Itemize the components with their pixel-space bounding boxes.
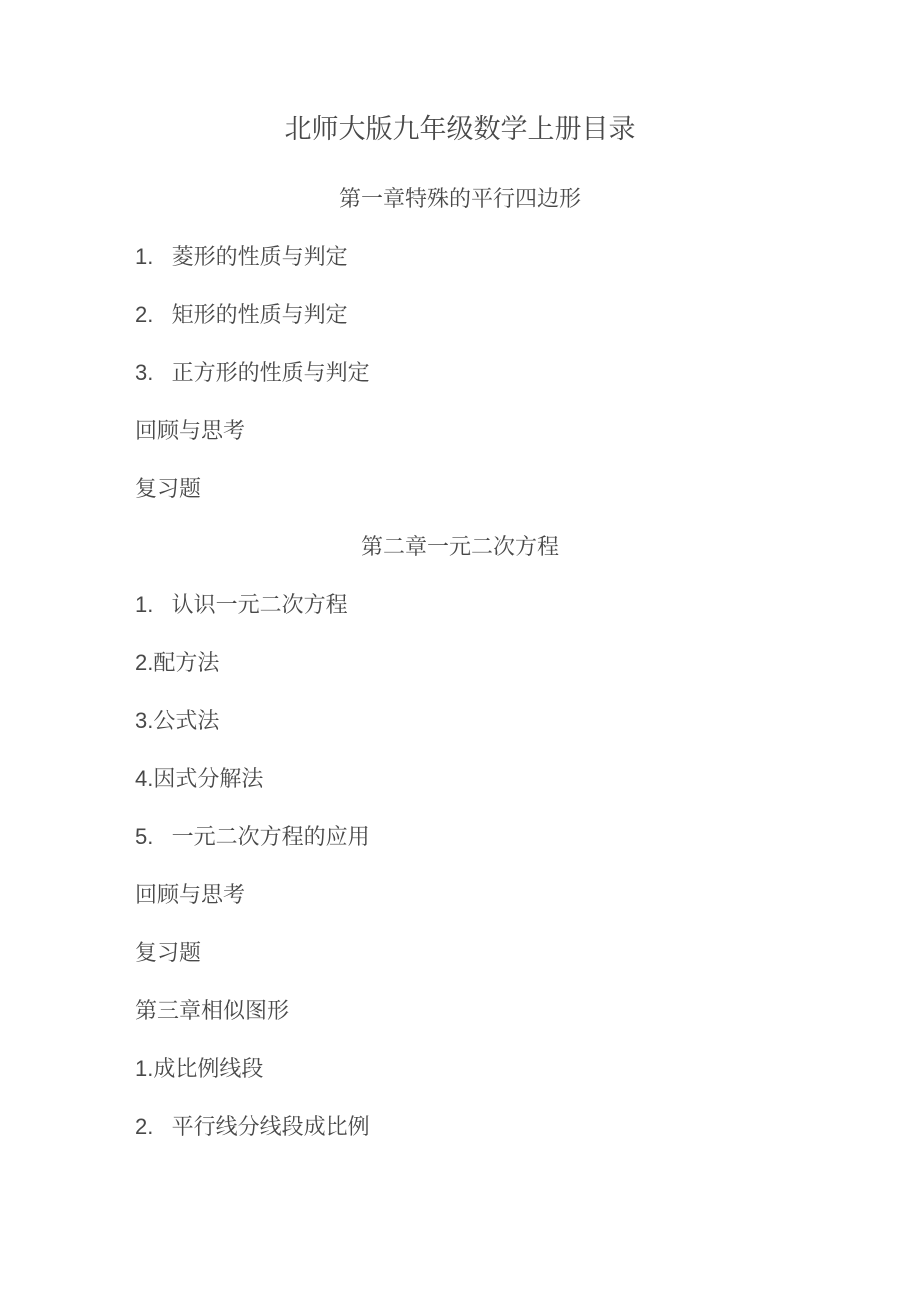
- ch2-item-1: 1. 认识一元二次方程: [135, 592, 348, 617]
- ch2-review-line: 回顾与思考: [135, 882, 246, 907]
- chapter2-heading: 第二章一元二次方程: [360, 534, 559, 559]
- ch3-item-2: 2. 平行线分线段成比例: [135, 1114, 370, 1139]
- ch1-item-3: 3. 正方形的性质与判定: [135, 360, 370, 385]
- ch2-exercises-line: 复习题: [135, 940, 202, 965]
- ch3-item-1: 1.成比例线段: [135, 1056, 264, 1081]
- chapter1-heading: 第一章特殊的平行四边形: [338, 186, 581, 211]
- ch1-review-line: 回顾与思考: [135, 418, 246, 443]
- document-title: 北师大版九年级数学上册目录: [284, 114, 636, 144]
- ch2-item-2: 2.配方法: [135, 650, 220, 675]
- ch2-item-4: 4.因式分解法: [135, 766, 264, 791]
- ch1-item-2: 2. 矩形的性质与判定: [135, 302, 348, 327]
- ch2-item-5: 5. 一元二次方程的应用: [135, 824, 370, 849]
- chapter3-heading: 第三章相似图形: [135, 998, 290, 1023]
- ch1-item-1: 1. 菱形的性质与判定: [135, 244, 348, 269]
- ch2-item-3: 3.公式法: [135, 708, 220, 733]
- ch1-exercises-line: 复习题: [135, 476, 202, 501]
